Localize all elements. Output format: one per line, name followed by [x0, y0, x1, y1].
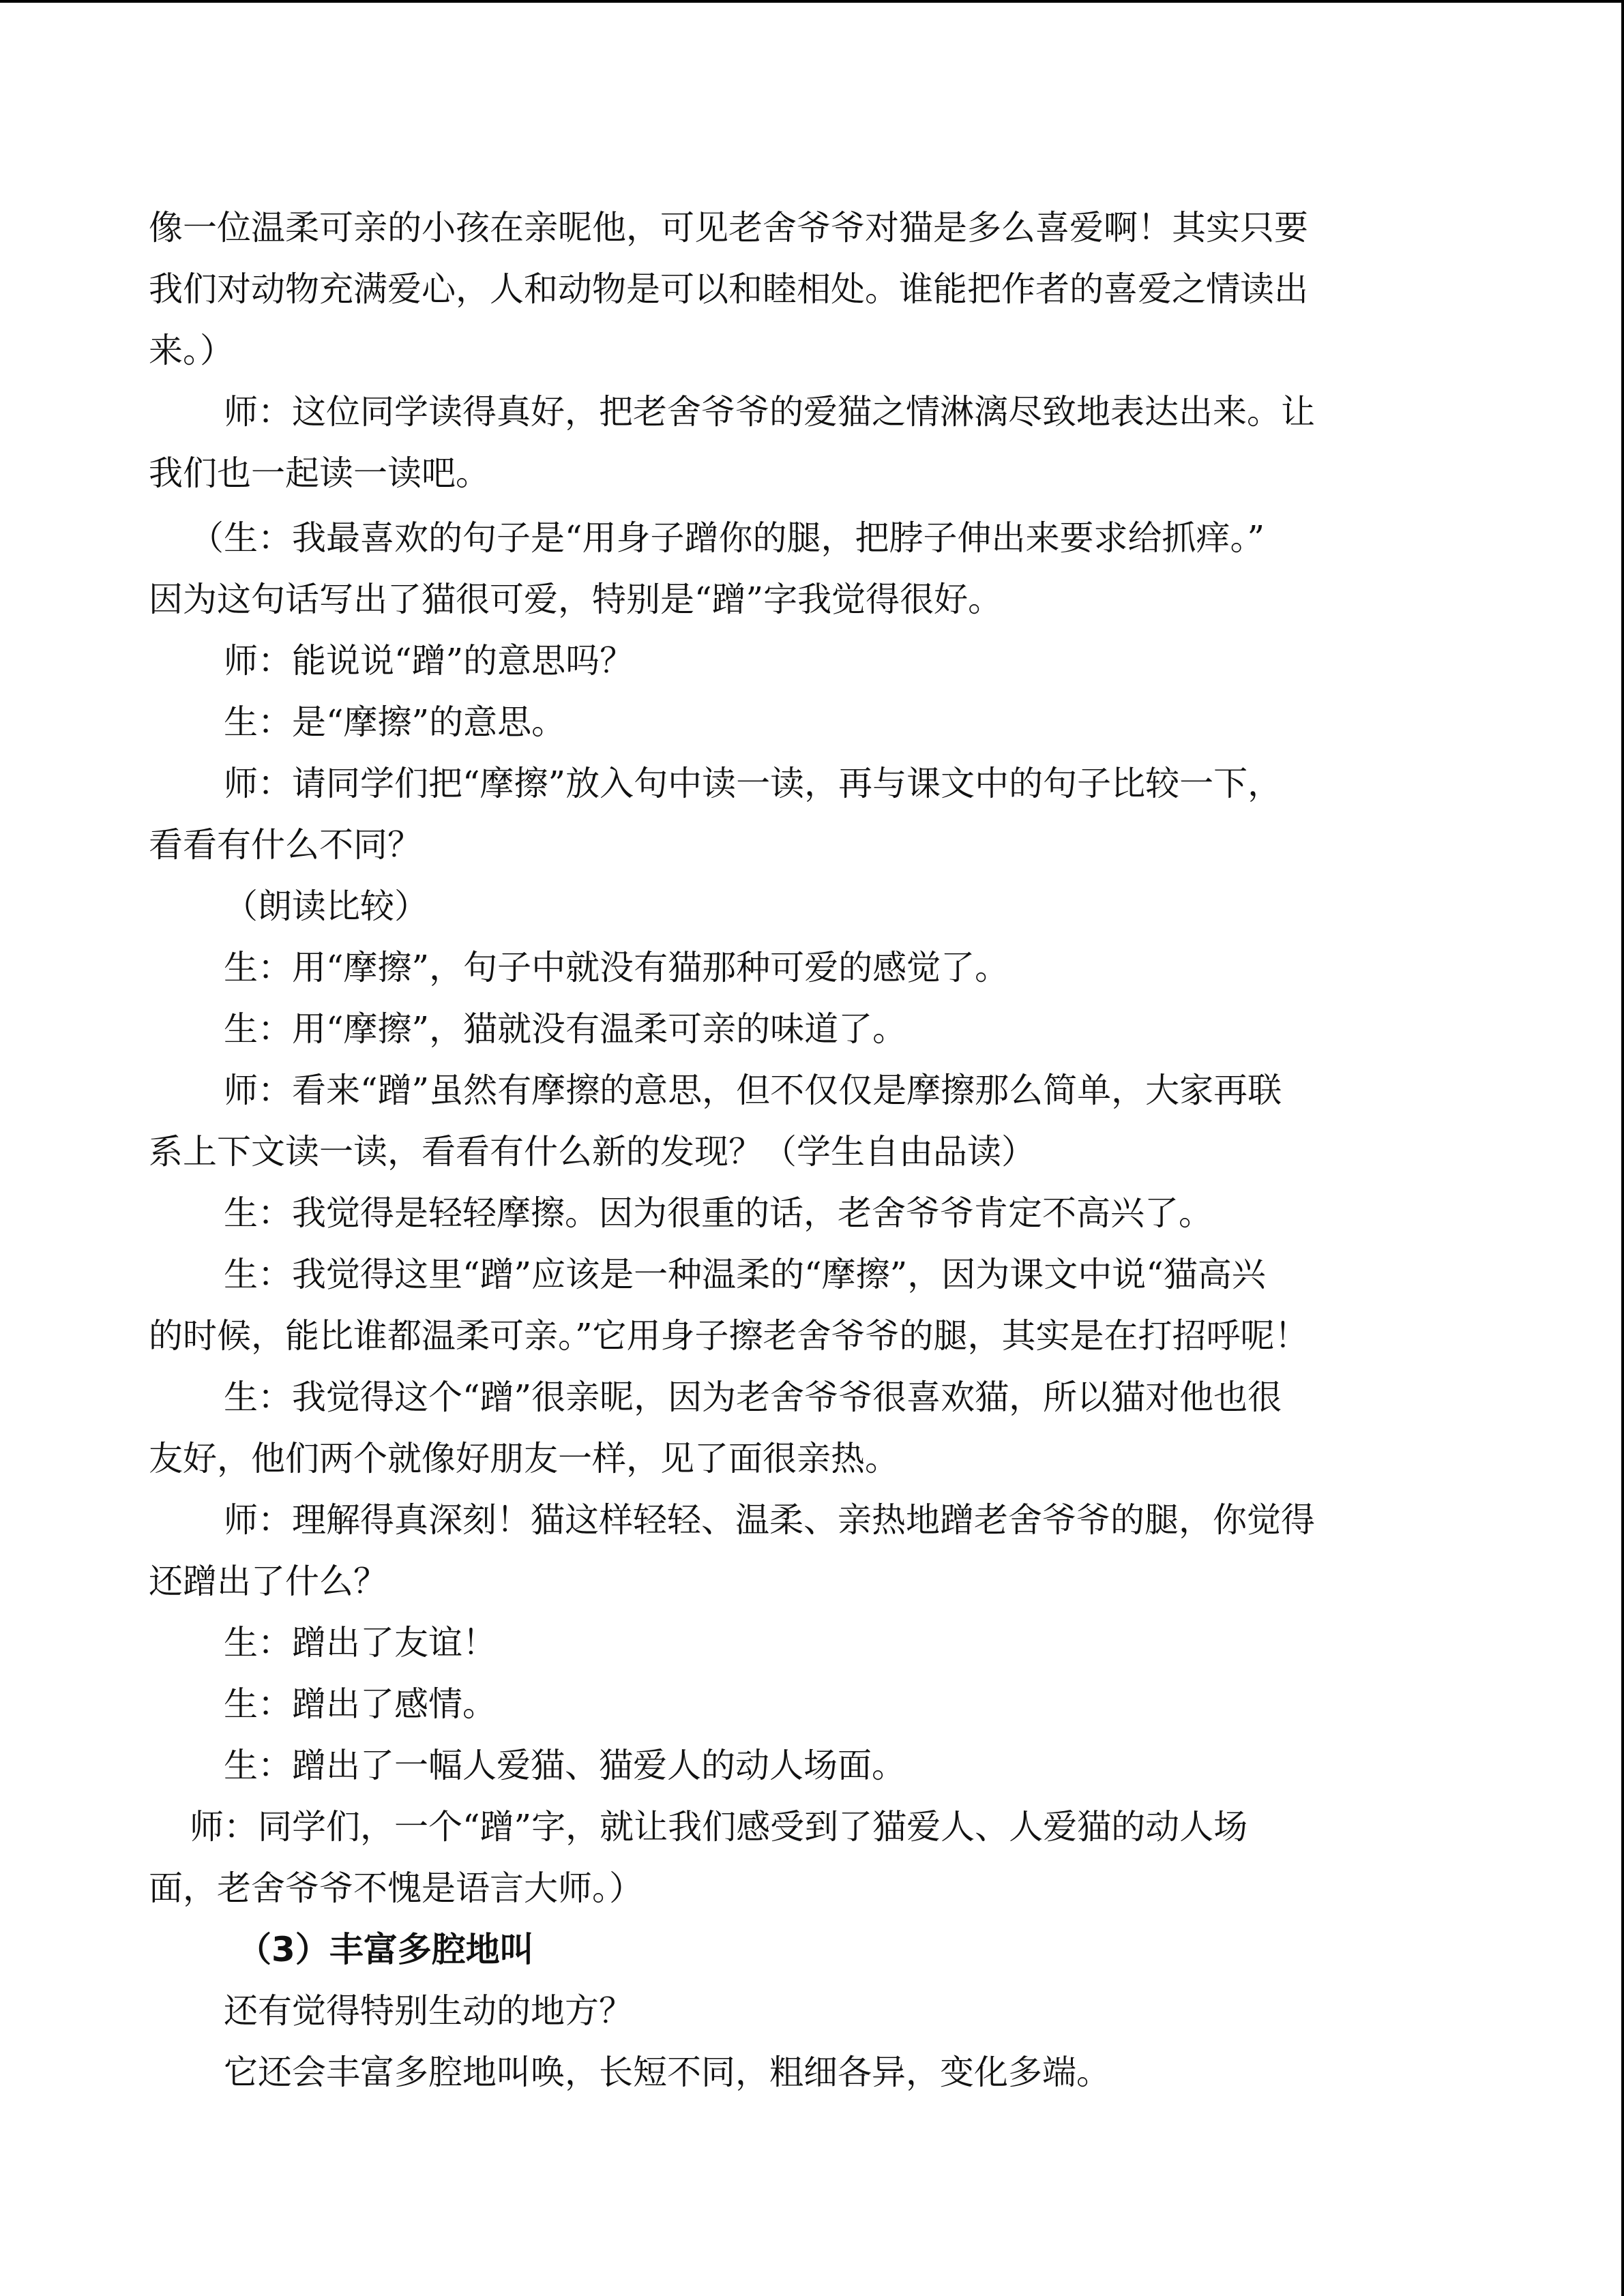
- paragraph-line: 师：看来“蹭”虽然有摩擦的意思，但不仅仅是摩擦那么简单，大家再联: [224, 1071, 1282, 1110]
- paragraph-line: 还蹭出了什么？: [149, 1562, 387, 1601]
- paragraph-line: 生：蹭出了友谊！: [224, 1623, 497, 1663]
- paragraph-line: 的时候，能比谁都温柔可亲。”它用身子擦老舍爷爷的腿，其实是在打招呼呢！: [149, 1316, 1309, 1356]
- paragraph-line: 师：这位同学读得真好，把老舍爷爷的爱猫之情淋漓尽致地表达出来。让: [224, 392, 1315, 432]
- paragraph-line: 系上下文读一读，看看有什么新的发现？（学生自由品读）: [149, 1132, 1035, 1172]
- paragraph-line: 我们也一起读一读吧。: [149, 453, 490, 493]
- paragraph-line: 看看有什么不同？: [149, 825, 422, 865]
- paragraph-line: 面，老舍爷爷不愧是语言大师。）: [149, 1868, 643, 1908]
- paragraph-line: 生：蹭出了感情。: [224, 1684, 497, 1724]
- paragraph-line: 生：是“摩擦”的意思。: [224, 702, 566, 742]
- paragraph-line: 师：能说说“蹭”的意思吗？: [224, 641, 634, 681]
- paragraph-line: 因为这句话写出了猫很可爱，特别是“蹭”字我觉得很好。: [149, 580, 1003, 619]
- paragraph-line: 我们对动物充满爱心，人和动物是可以和睦相处。谁能把作者的喜爱之情读出: [149, 269, 1308, 309]
- paragraph-line: 还有觉得特别生动的地方？: [224, 1991, 633, 2031]
- paragraph-line: 像一位温柔可亲的小孩在亲昵他，可见老舍爷爷对猫是多么喜爱啊！其实只要: [149, 208, 1308, 248]
- paragraph-line: 生：我觉得这里“蹭”应该是一种温柔的“摩擦”，因为课文中说“猫高兴: [224, 1255, 1266, 1294]
- paragraph-line: 生：用“摩擦”，句子中就没有猫那种可爱的感觉了。: [224, 948, 1009, 987]
- paragraph-line: 师：理解得真深刻！猫这样轻轻、温柔、亲热地蹭老舍爷爷的腿，你觉得: [224, 1500, 1315, 1540]
- paragraph-line: 生：蹭出了一幅人爱猫、猫爱人的动人场面。: [224, 1746, 906, 1785]
- paragraph-line: 师：请同学们把“摩擦”放入句中读一读，再与课文中的句子比较一下，: [224, 764, 1282, 803]
- paragraph-line: 师：同学们，一个“蹭”字，就让我们感受到了猫爱人、人爱猫的动人场: [190, 1807, 1248, 1847]
- paragraph-line: 它还会丰富多腔地叫唤，长短不同，粗细各异，变化多端。: [224, 2053, 1110, 2092]
- paragraph-line: 友好，他们两个就像好朋友一样，见了面很亲热。: [149, 1439, 899, 1478]
- paragraph-line: 生：我觉得是轻轻摩擦。因为很重的话，老舍爷爷肯定不高兴了。: [224, 1193, 1213, 1233]
- paragraph-line: 来。）: [149, 331, 234, 370]
- paragraph-line: （朗读比较）: [224, 886, 428, 926]
- paragraph-line: 生：我觉得这个“蹭”很亲昵，因为老舍爷爷很喜欢猫，所以猫对他也很: [224, 1377, 1282, 1417]
- paragraph-line: 生：用“摩擦”，猫就没有温柔可亲的味道了。: [224, 1009, 907, 1049]
- paragraph-line: （生：我最喜欢的句子是“用身子蹭你的腿，把脖子伸出来要求给抓痒。”: [190, 518, 1265, 558]
- section-heading: （3）丰富多腔地叫: [237, 1930, 534, 1969]
